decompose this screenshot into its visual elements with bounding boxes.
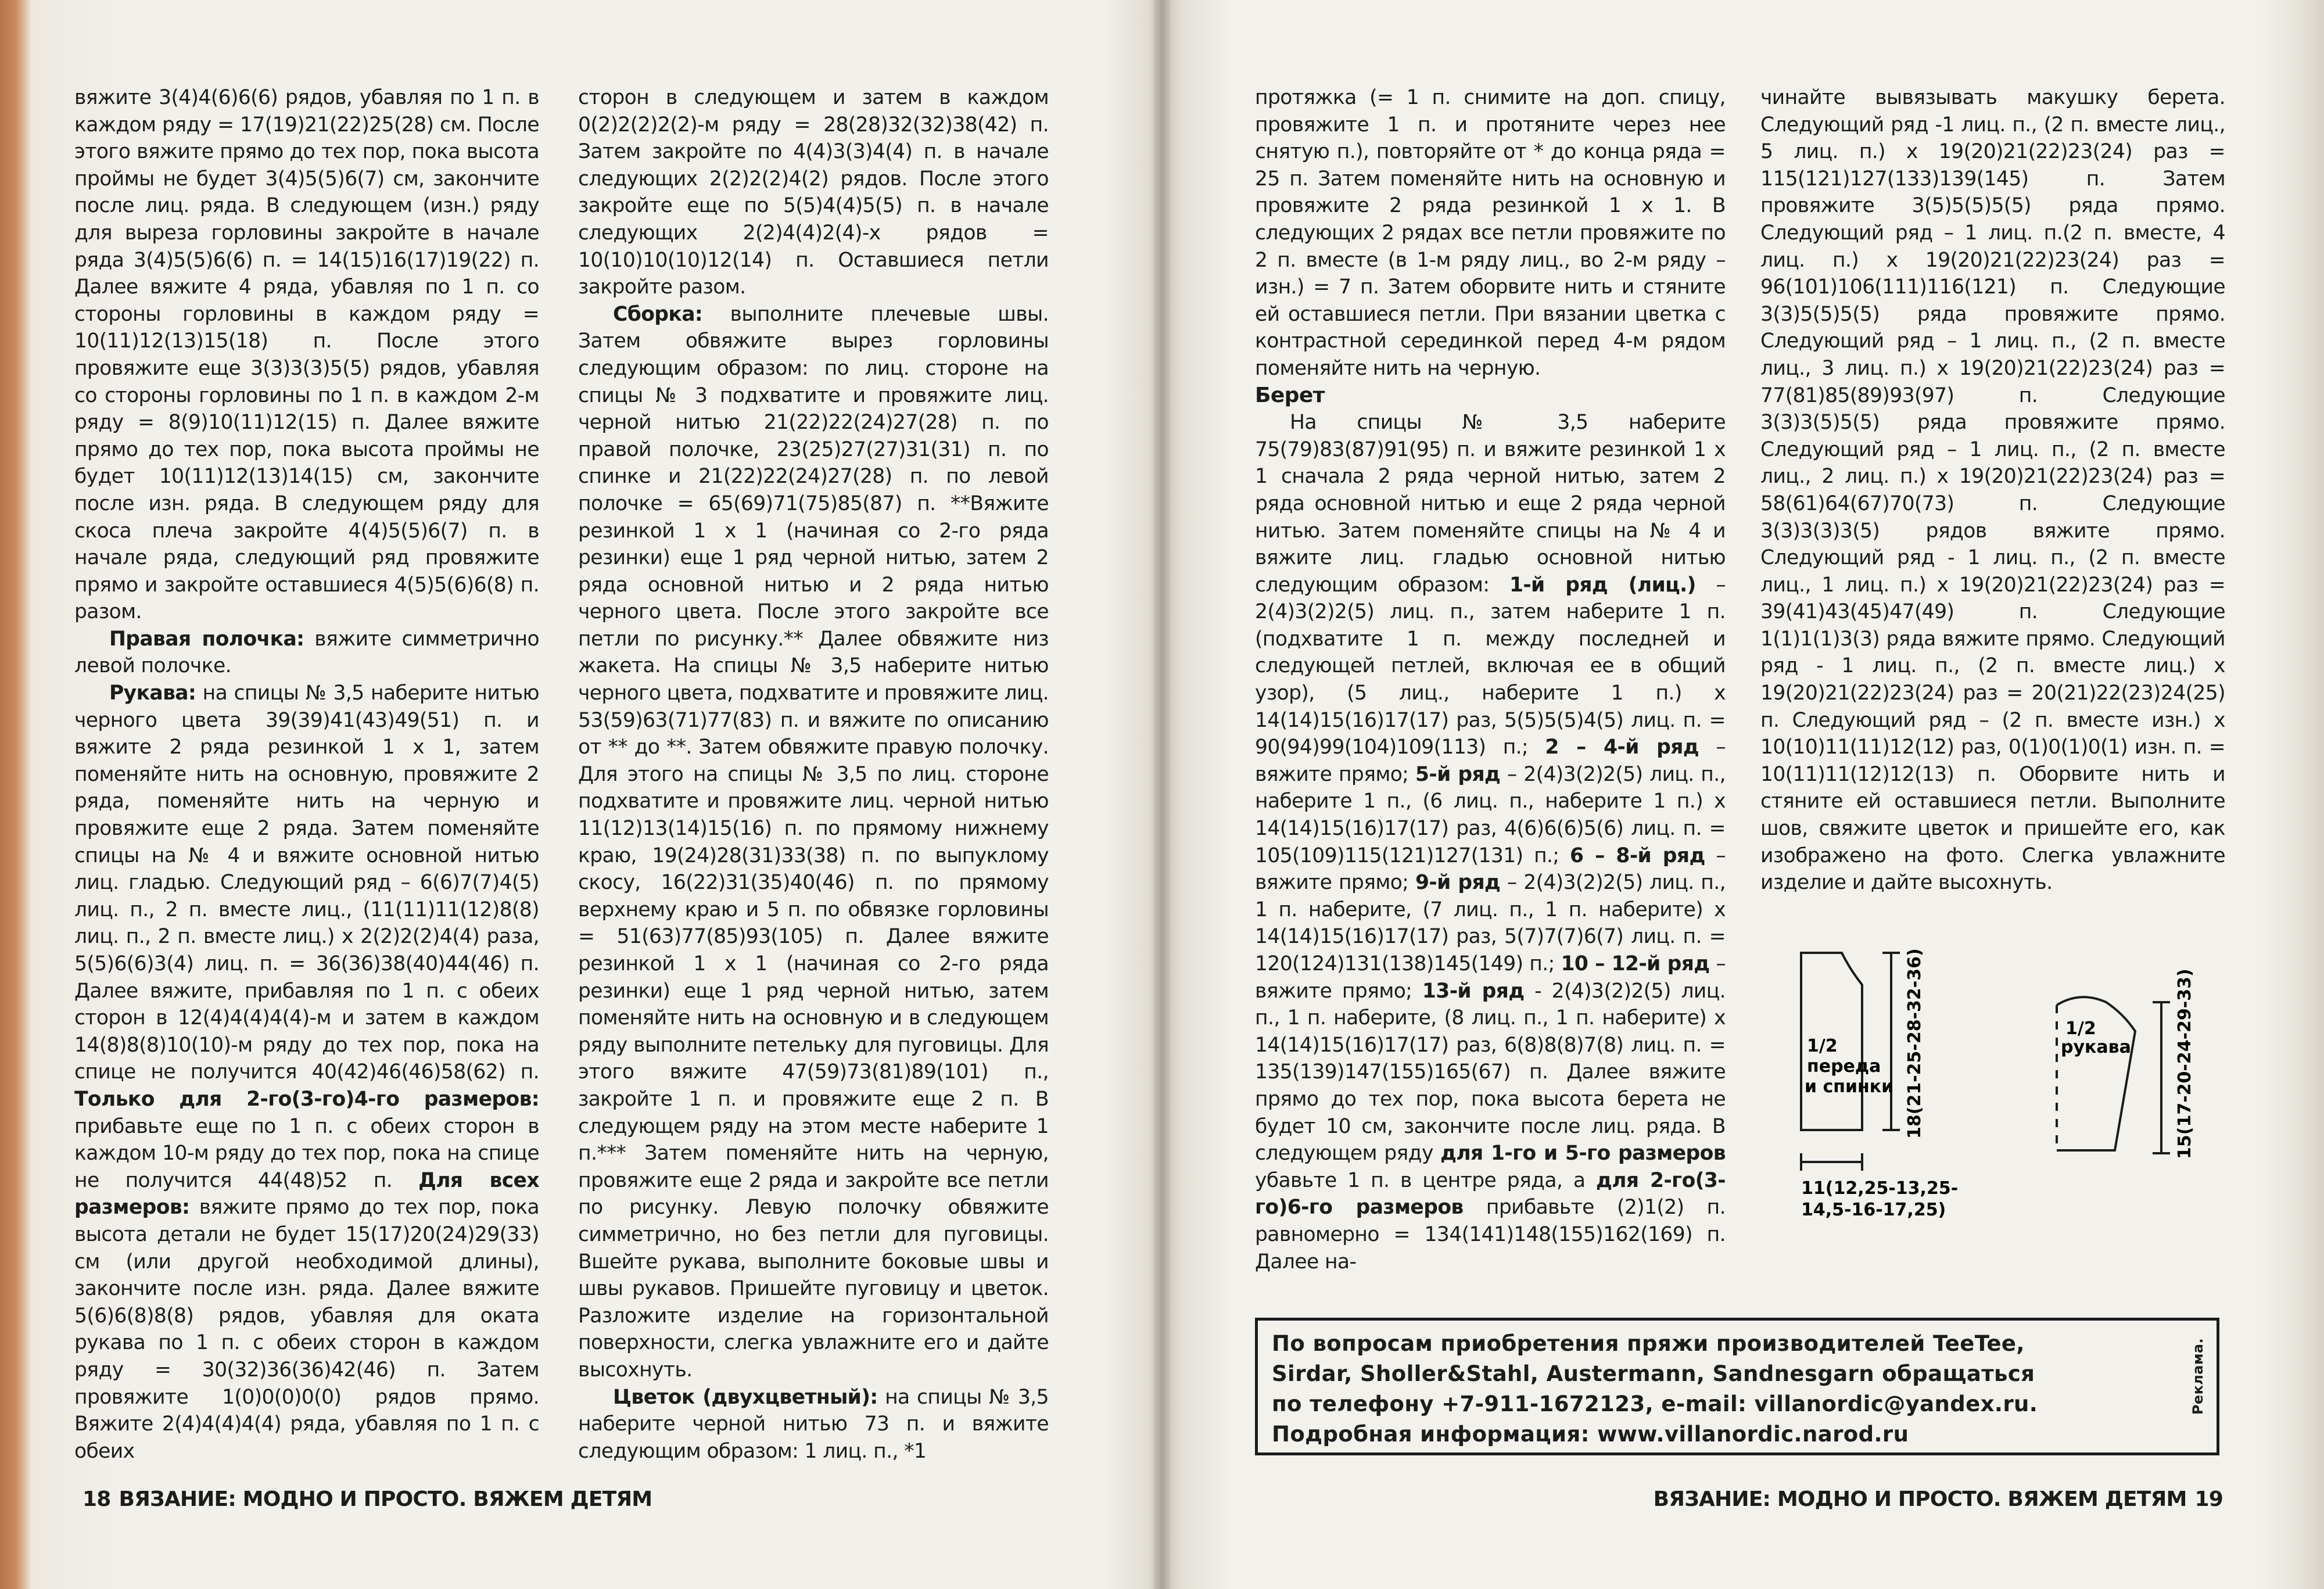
paragraph-text: на спицы № 3,5 наберите черной нитью 73 п. и вяжите следующим образом: 1 лиц. п., *1 [578,1385,1049,1463]
inline-heading: 9-й ряд [1415,871,1501,895]
body-label-fraction: 1/2 [1807,1036,1838,1056]
text-column-1 [74,84,539,1465]
section-heading: Правая полочка: [109,627,304,651]
section-title-beret: Берет [1255,383,1325,407]
paragraph-text: на спицы № 3,5 наберите нитью черного цвета 39(39)41(43)49(51) п. и вяжите 2 ряда резинкой 1 х 1, затем поменяйте нить на основную, провяжите 2 ряда, поменяйте нить на черную и провяжите еще 2 ряда. Затем поменяйте спицы на № 4 и вяжите основной нитью лиц. гладью. Следующий ряд – 6(6)7(7)4(5) лиц. п., 2 п. вместе лиц., (11(11)11(12)8(8) лиц. п., 2 п. вместе лиц.) х 2(2)2(2)4(4) раза, 5(5)6(6)3(4) лиц. п. = 36(36)38(40)44(46) п. Далее вяжите, прибавляя по 1 п. с обеих сторон в 12(4)4(4)4(4)-м и затем в каждом 14(8)8(8)10(10)-м ряду до тех пор, пока на спице не получится 40(42)46(46)58(62) п. [74,681,539,1084]
paragraph-flower [578,1384,1049,1465]
paragraph-text: выполните плечевые швы. Затем обвяжите вырез горловины следующим образом: по лиц. стороне на спицы № 3 подхватите и провяжите лиц. черной нитью 21(22)22(24)27(28) п. по правой полочке, 23(25)27(27)31(31) п. по спинке и 21(22)22(24)27(28) п. по левой полочке = 65(69)71(75)85(87) п. **Вяжите резинкой 1 х 1 (начиная со 2-го ряда резинки) еще 1 ряд черной нитью, затем 2 ряда основной нитью и 2 ряда нитью черного цвета. После этого закройте все петли по рисунку.** Далее обвяжите низ жакета. На спицы № 3,5 наберите нитью черного цвета, подхватите и провяжите лиц. 53(59)63(71)77(83) п. и вяжите по описанию от ** до **. Затем обвяжите правую полочку. Для этого на спицы № 3,5 по лиц. стороне подхватите и провяжите лиц. черной нитью 11(12)13(14)15(16) п. по прямому нижнему краю, 19(24)28(31)33(38) п. по выпуклому скосу, 16(22)31(35)40(46) п. по прямому верхнему краю и 5 п. по обвязке горловины = 51(63)77(85)93(105) п. Далее вяжите резинкой 1 х 1 (начиная со 2-го ряда резинки) еще 1 ряд черной нитью, затем поменяйте нить на основную и в следующем ряду выполните петельку для пуговицы. Для этого вяжите 47(59)73(81)89(101) п., закройте 1 п. и провяжите еще 2 п. В следующем ряду на этом месте наберите 1 п.*** Затем поменяйте нить на черную, провяжите еще 2 ряда и закройте все петли по рисунку. Левую полочку обвяжите симметрично, но без петли для пуговицы. Вшейте рукава, выполните боковые швы и швы рукавов. Пришейте пуговицу и цветок. Разложите изделие на горизонтальной поверхности, слегка увлажните его и дайте высохнуть. [578,302,1049,1382]
paragraph-text: – 2(4)3(2)2(5) лиц. п., 1 п. наберите, (7 лиц. п., 1 п. наберите) х 14(14)15(16)17(17) раз, 5(7)7(7)6(7) лиц. п. = 120(124)131(138)145(149) п.; [1255,871,1726,975]
inline-heading: 13-й ряд [1422,979,1525,1003]
page-number: 18 [83,1487,111,1511]
text-column-4 [1760,84,2225,896]
sleeve-height-label: 15(17-20-24-29-33) [2175,969,2195,1159]
paragraph-text: – вяжите прямо; [1255,952,1726,1003]
page-number: 19 [2194,1487,2223,1511]
running-title: ВЯЗАНИЕ: МОДНО И ПРОСТО. ВЯЖЕМ ДЕТЯМ [1653,1487,2187,1511]
section-heading: Сборка: [613,302,703,326]
section-heading: Рукава: [109,681,196,705]
inline-heading: 5-й ряд [1415,762,1501,786]
paragraph-sleeves [74,680,539,1465]
paragraph-text: – вяжите прямо; [1255,736,1726,786]
page-gutter [1153,0,1171,1589]
paragraph-text: убавьте 1 п. в центре ряда, а [1255,1168,1596,1192]
pattern-schematic [1789,930,2231,1255]
paragraph-text: вяжите симметрично левой полочке. [74,627,539,678]
footer-left [74,1487,652,1511]
sleeve-label-name: рукава [2061,1037,2131,1057]
inline-heading: 1-й ряд (лиц.) [1509,573,1696,597]
paragraph-right-front [74,626,539,680]
body-width-label-2: 14,5-16-17,25) [1801,1200,1946,1220]
inline-heading: для 1-го и 5-го размеров [1440,1142,1726,1165]
paragraph-text: – вяжите прямо; [1255,844,1726,895]
paragraph: вяжите 3(4)4(6)6(6) рядов, убавляя по 1 п. в каждом ряду = 17(19)21(22)25(28) см. После этого вяжите прямо до тех пор, пока высота проймы не будет 3(4)5(5)6(7) см, закончите после лиц. ряда. В следующем (изн.) ряду для выреза горловины закройте в начале ряда 3(4)5(5)6(6) п. = 14(15)16(17)19(22) п. Далее вяжите 4 ряда, убавляя по 1 п. со стороны горловины в каждом ряду = 10(11)12(13)15(18) п. После этого провяжите еще 3(3)3(3)5(5) рядов, убавляя со стороны горловины по 1 п. в каждом 2-м ряду = 8(9)10(11)12(15) п. Далее вяжите прямо до тех пор, пока высота проймы не будет 10(11)12(13)14(15) см, закончите после изн. ряда. В следующем ряду для скоса плеча закройте 4(4)5(5)6(7) п. в начале ряда, следующий ряд провяжите прямо и закройте оставшиеся 4(5)5(6)6(8) п. разом. [74,86,539,624]
ad-side-label: Реклама. [2190,1338,2206,1415]
ad-line: по телефону +7-911-1672123, e-mail: villanordic@yandex.ru. [1272,1391,2038,1416]
advertisement-box [1255,1318,2219,1455]
paragraph-assembly [578,301,1049,1384]
ad-line: По вопросам приобретения пряжи производителей TeeTee, [1272,1331,2025,1356]
paragraph: протяжка (= 1 п. снимите на доп. спицу, провяжите 1 п. и протяните через нее снятую п.), повторяйте от * до конца ряда = 25 п. Затем поменяйте нить на основную и провяжите 2 ряда резинкой 1 х 1. В следующих 2 рядах все петли провяжите по 2 п. вместе (в 1-м ряду лиц., во 2-м ряду – изн.) = 7 п. Затем оборвите нить и стяните ей оставшиеся петли. При вязании цветка с контрастной серединкой перед 4-м рядом поменяйте нить на черную. [1255,86,1726,380]
paragraph-text: – 2(4)3(2)2(5) лиц. п., затем наберите 1 п. (подхватите 1 п. между последней и следующей петлей, включая ее в общий узор), (5 лиц., наберите 1 п.) х 14(14)15(16)17(17) раз, 5(5)5(5)4(5) лиц. п. = 90(94)99(104)109(113) п.; [1255,573,1726,759]
body-width-label-1: 11(12,25-13,25- [1801,1178,1959,1199]
running-title: ВЯЗАНИЕ: МОДНО И ПРОСТО. ВЯЖЕМ ДЕТЯМ [119,1487,652,1511]
inline-heading: 6 – 8-й ряд [1570,844,1705,867]
body-label-back: и спинки [1805,1077,1894,1097]
sleeve-label-fraction: 1/2 [2065,1018,2096,1039]
inline-heading: Только для 2-го(3-го)4-го размеров: [74,1087,539,1111]
paragraph-text: прибавьте еще по 1 п. с обеих сторон в каждом 10-м ряду до тех пор, пока на спице не получится 44(48)52 п. [74,1114,539,1192]
section-heading: Цветок (двухцветный): [613,1385,878,1409]
ad-line: Подробная информация: www.villanordic.narod.ru [1272,1422,1909,1447]
body-label-front: переда [1807,1056,1881,1077]
footer-right [1644,1487,2231,1511]
inline-heading: 10 – 12-й ряд [1561,952,1710,975]
paragraph-beret [1255,409,1726,1275]
text-column-2 [578,84,1049,1465]
paragraph: сторон в следующем и затем в каждом 0(2)2(2)2(2)-м ряду = 28(28)32(32)38(42) п. Затем закройте по 4(4)3(3)4(4) п. в начале следующих 2(2)2(2)4(2) рядов. После этого закройте еще по 5(5)4(4)5(5) п. в начале следующих 2(2)4(4)2(4)-х рядов = 10(10)10(10)12(14) п. Оставшиеся петли закройте разом. [578,86,1049,299]
inline-heading: для 2-го(3-го)6-го размеров [1255,1168,1726,1219]
inline-heading: Для всех размеров: [74,1168,540,1219]
inline-heading: 2 – 4-й ряд [1545,736,1699,759]
paragraph-text: прибавьте (2)1(2) п. равномерно = 134(141)148(155)162(169) п. Далее на- [1255,1196,1726,1274]
paragraph-text: вяжите прямо до тех пор, пока высота детали не будет 15(17)20(24)29(33) см (или другой необходимой длины), закончите после изн. ряда. Далее вяжите 5(6)6(8)8(8) рядов, убавляя для оката рукава по 1 п. с обеих сторон в каждом ряду = 30(32)36(36)42(46) п. Затем провяжите 1(0)0(0)0(0) рядов прямо. Вяжите 2(4)4(4)4(4) ряда, убавляя по 1 п. с обеих [74,1196,539,1463]
text-column-3 [1255,84,1726,1275]
body-height-label: 18(21-25-28-32-36) [1905,948,1925,1139]
paragraph: чинайте вывязывать макушку берета. Следующий ряд -1 лиц. п., (2 п. вместе лиц., 5 лиц. п.) х 19(20)21(22)23(24) раз = 115(121)127(133)139(145) п. Затем провяжите 3(5)5(5)5(5) ряда прямо. Следующий ряд – 1 лиц. п.(2 п. вместе, 4 лиц. п.) х 19(20)21(22)23(24) раз = 96(101)106(111)116(121) п. Следующие 3(3)5(5)5(5) ряда провяжите прямо. Следующий ряд – 1 лиц. п., (2 п. вместе лиц., 3 лиц. п.) х 19(20)21(22)23(24) раз = 77(81)85(89)93(97) п. Следующие 3(3)3(5)5(5) ряда провяжите прямо. Следующий ряд – 1 лиц. п., (2 п. вместе лиц., 2 лиц. п.) х 19(20)21(22)23(24) раз = 58(61)64(67)70(73) п. Следующие 3(3)3(3)3(5) рядов вяжите прямо. Следующий ряд - 1 лиц. п., (2 п. вместе лиц., 1 лиц. п.) х 19(20)21(22)23(24) раз = 39(41)43(45)47(49) п. Следующие 1(1)1(1)3(3) ряда вяжите прямо. Следующий ряд - 1 лиц. п., (2 п. вместе лиц.) х 19(20)21(22)23(24) раз = 20(21)22(23)24(25) п. Следующий ряд – (2 п. вместе изн.) х 10(10)11(11)12(12) раз, 0(1)0(1)0(1) изн. п. = 10(11)11(12)12(13) п. Оборвите нить и стяните ей оставшиеся петли. Выполните шов, свяжите цветок и пришейте его, как изображено на фото. Слегка увлажните изделие и дайте высохнуть. [1760,86,2225,895]
paragraph-text: – 2(4)3(2)2(5) лиц. п., наберите 1 п., (6 лиц. п., наберите 1 п.) х 14(14)15(16)17(17) раз, 4(6)6(6)5(6) лиц. п. = 105(109)115(121)127(131) п.; [1255,762,1726,867]
ad-line: Sirdar, Sholler&Stahl, Austermann, Sandnesgarn обращаться [1272,1361,2035,1386]
paragraph-text: - 2(4)3(2)2(5) лиц. п., 1 п. наберите, (8 лиц. п., 1 п. наберите) х 14(14)15(16)17(17) раз, 6(8)8(8)7(8) лиц. п. = 135(139)147(155)165(67) п. Далее вяжите прямо до тех пор, пока высота берета не будет 10 см, закончите после лиц. ряда. В следующем ряду [1255,979,1726,1165]
paragraph-text: На спицы № 3,5 наберите 75(79)83(87)91(95) п. и вяжите резинкой 1 х 1 сначала 2 ряда черной нитью, затем 2 ряда основной нитью и еще 2 ряда черной нитью. Затем поменяйте спицы на № 4 и вяжите лиц. гладью основной нитью следующим образом: [1255,411,1726,597]
